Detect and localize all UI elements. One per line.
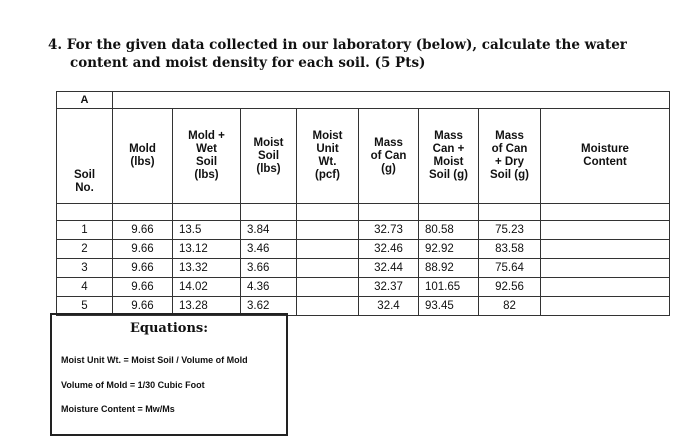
table-cell: 75.64 [479, 259, 541, 278]
table-cell: 82 [479, 297, 541, 316]
table-cell: 13.32 [173, 259, 241, 278]
column-header-line: Mass [374, 136, 403, 149]
column-header-line: Wet [196, 143, 217, 155]
column-header-8 [479, 109, 541, 204]
table-id-label: A [57, 92, 113, 109]
table-cell: 9.66 [113, 297, 173, 316]
table-row [57, 240, 670, 259]
table-cell: 14.02 [173, 278, 241, 297]
column-header-line: Moist [433, 156, 464, 168]
table-cell: 13.5 [173, 221, 241, 240]
table-cell [297, 240, 359, 259]
table-cell: 9.66 [113, 278, 173, 297]
column-header-line: Moisture [581, 143, 629, 155]
equations-box [50, 313, 288, 436]
column-header-line: Mass [495, 130, 524, 142]
table-cell: 32.73 [359, 221, 419, 240]
column-header-line: Unit [316, 143, 339, 155]
column-header-line: Mass [434, 130, 463, 142]
column-header-line: (lbs) [194, 169, 219, 181]
table-cell: 92.92 [419, 240, 479, 259]
column-header-line: Soil [257, 149, 280, 162]
table-cell [541, 240, 670, 259]
table-cell [541, 259, 670, 278]
table-cell: 3.62 [241, 297, 297, 316]
question-line-1: 4. For the given data collected in our laboratory (below), calculate the water [48, 37, 627, 53]
column-header-line: Can + [432, 143, 465, 155]
table-cell: 101.65 [419, 278, 479, 297]
table-body [57, 221, 670, 316]
table-cell [297, 278, 359, 297]
column-header-line: (pcf) [315, 169, 340, 181]
column-header-line: Mold + [188, 130, 225, 142]
equation-volume-of-mold: Volume of Mold = 1/30 Cubic Foot [61, 380, 205, 390]
column-header-line: No. [75, 182, 94, 194]
table-cell [297, 297, 359, 316]
column-header-9 [541, 109, 670, 204]
table-cell: 3.46 [241, 240, 297, 259]
column-header-line: Soil (g) [490, 169, 529, 181]
column-header-line: Soil [73, 169, 96, 181]
table-cell: 13.28 [173, 297, 241, 316]
table-cell [541, 221, 670, 240]
column-header-line: Moist [312, 130, 343, 142]
table-spacer-row [57, 204, 670, 221]
table-cell: 88.92 [419, 259, 479, 278]
soil-number-cell: 5 [57, 297, 113, 316]
column-header-line: Mold [129, 143, 156, 155]
column-header-2 [113, 109, 173, 204]
column-header-line: of Can [370, 149, 407, 162]
table-cell [541, 297, 670, 316]
table-cell: 9.66 [113, 240, 173, 259]
table-cell: 32.44 [359, 259, 419, 278]
table-cell: 32.46 [359, 240, 419, 259]
table-id-row [57, 92, 670, 109]
column-header-line: Content [583, 156, 627, 168]
table-cell: 93.45 [419, 297, 479, 316]
table-cell: 3.66 [241, 259, 297, 278]
question-text [48, 36, 648, 72]
column-header-line: Soil (g) [429, 169, 468, 181]
column-header-7 [419, 109, 479, 204]
table-cell: 75.23 [479, 221, 541, 240]
column-header-line: (lbs) [256, 162, 281, 175]
soil-data-table [56, 91, 670, 316]
soil-number-cell: 1 [57, 221, 113, 240]
equation-moisture-content: Moisture Content = Mw/Ms [61, 404, 175, 414]
table-row [57, 278, 670, 297]
column-header-line: (lbs) [130, 156, 155, 168]
equations-title: Equations: [129, 321, 209, 336]
table-cell: 80.58 [419, 221, 479, 240]
column-header-1 [57, 109, 113, 204]
soil-number-cell: 2 [57, 240, 113, 259]
table-cell: 13.12 [173, 240, 241, 259]
table-row [57, 221, 670, 240]
table-cell [541, 278, 670, 297]
soil-number-cell: 3 [57, 259, 113, 278]
table-cell: 3.84 [241, 221, 297, 240]
column-header-line: of Can [491, 143, 528, 155]
column-header-line: Wt. [318, 156, 337, 168]
column-header-line: Soil [195, 156, 218, 168]
table-cell: 4.36 [241, 278, 297, 297]
equation-moist-unit-wt: Moist Unit Wt. = Moist Soil / Volume of Mold [61, 355, 248, 365]
column-header-6 [359, 109, 419, 204]
table-cell: 9.66 [113, 221, 173, 240]
table-cell: 9.66 [113, 259, 173, 278]
table-cell: 83.58 [479, 240, 541, 259]
table-cell: 92.56 [479, 278, 541, 297]
table-cell [297, 221, 359, 240]
column-header-3 [173, 109, 241, 204]
table-cell [297, 259, 359, 278]
column-header-line: (g) [381, 162, 396, 175]
table-header-row [57, 109, 670, 204]
table-row [57, 259, 670, 278]
soil-number-cell: 4 [57, 278, 113, 297]
table-cell: 32.4 [359, 297, 419, 316]
column-header-line: + Dry [494, 156, 525, 168]
table-cell: 32.37 [359, 278, 419, 297]
column-header-5 [297, 109, 359, 204]
column-header-4 [241, 109, 297, 204]
question-line-2: content and moist density for each soil. (5 Pts) [70, 55, 426, 71]
column-header-line: Moist [253, 136, 284, 149]
